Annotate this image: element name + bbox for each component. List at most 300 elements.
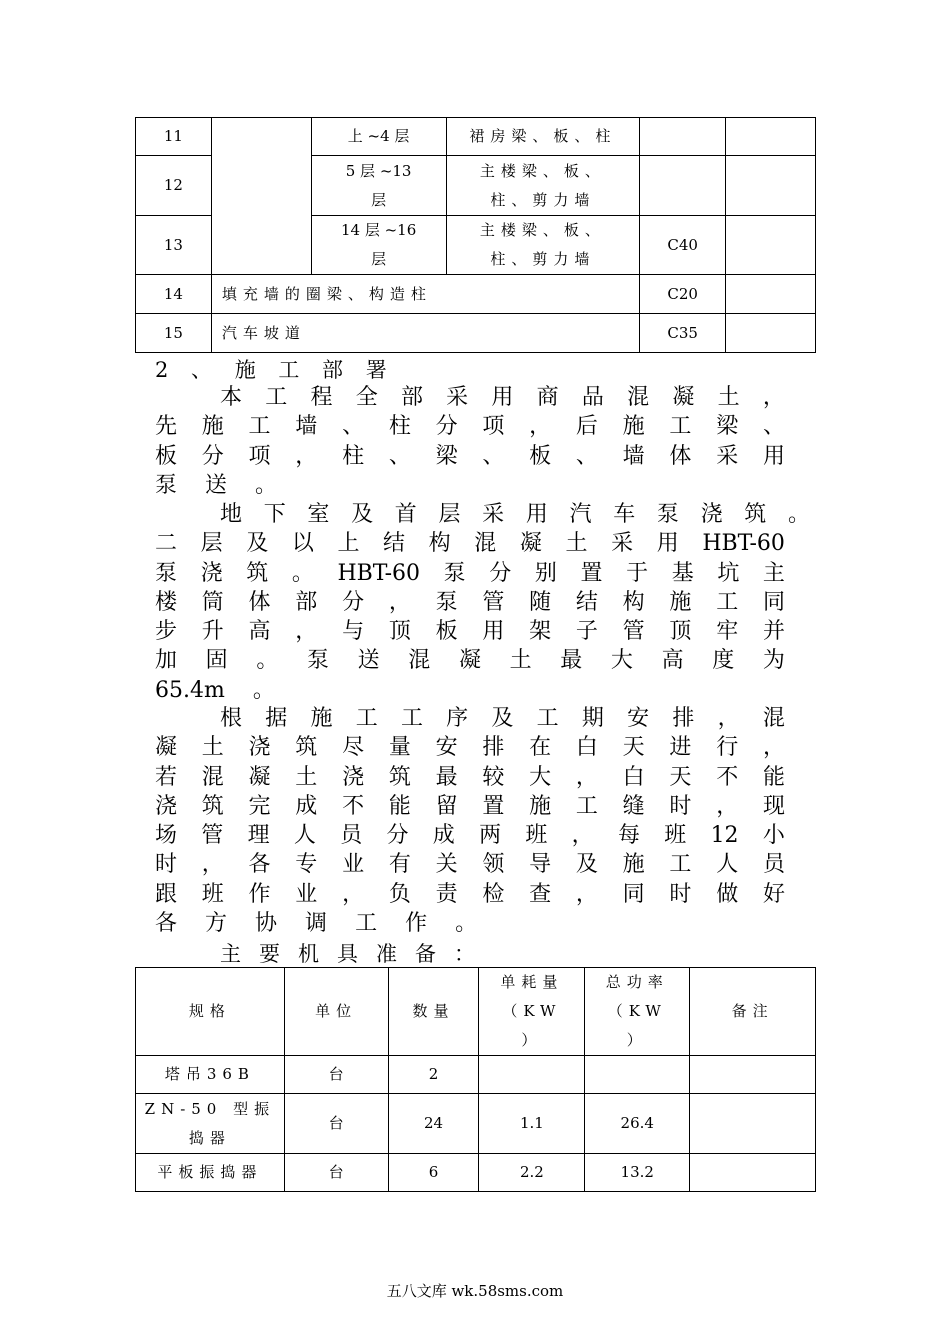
text-line <box>155 412 785 441</box>
glyph: 施 <box>310 706 333 731</box>
glyph: 时 <box>669 881 692 907</box>
glyph: 筑 <box>246 560 269 586</box>
floor-range <box>311 156 446 216</box>
header-spec: 规格 <box>136 968 285 1056</box>
note <box>690 1094 816 1154</box>
glyph: 12 <box>710 823 739 849</box>
text-line <box>155 850 785 879</box>
glyph: 于 <box>626 560 649 586</box>
glyph: 大 <box>610 648 633 674</box>
glyph: ， <box>201 852 224 878</box>
glyph: 业 <box>342 852 365 878</box>
glyph: 、 <box>575 443 598 469</box>
header-total-power <box>585 968 690 1056</box>
glyph: 据 <box>265 706 288 731</box>
text-line <box>155 383 785 412</box>
glyph: 及 <box>575 852 598 878</box>
glyph: 顶 <box>669 619 692 645</box>
glyph: 完 <box>248 793 271 819</box>
glyph: 车 <box>613 502 636 527</box>
glyph: 65.4m <box>155 677 225 703</box>
glyph: 分 <box>201 443 224 469</box>
concrete-grade <box>640 156 726 216</box>
glyph: 进 <box>669 735 692 761</box>
glyph: 有 <box>388 852 411 878</box>
floor-line: 14 层 ~16 <box>340 221 417 239</box>
glyph: 送 <box>205 472 228 498</box>
glyph: 主 <box>762 560 785 586</box>
glyph: 土 <box>295 764 318 790</box>
glyph: 泵 <box>155 560 178 586</box>
footer-watermark: 五八文库 wk.58sms.com <box>386 1282 564 1300</box>
glyph: 用 <box>525 502 548 527</box>
glyph: 、 <box>388 443 411 469</box>
glyph: 度 <box>712 648 735 674</box>
glyph: ， <box>575 764 598 790</box>
text-line <box>155 588 785 617</box>
glyph: 工 <box>575 793 598 819</box>
concrete-grade: C40 <box>640 216 726 275</box>
glyph: 以 <box>291 531 314 557</box>
sub-heading: 主要机具准备： <box>220 942 493 966</box>
concrete-grade: C20 <box>640 275 726 314</box>
glyph: 用 <box>656 531 679 557</box>
note <box>690 1056 816 1094</box>
glyph: 。 <box>255 472 278 498</box>
glyph: ， <box>571 823 594 849</box>
glyph: 工 <box>669 414 692 440</box>
text-line <box>155 821 785 850</box>
glyph: 期 <box>581 706 604 731</box>
table-row <box>136 1056 816 1094</box>
glyph: 项 <box>482 414 505 440</box>
table-row <box>136 118 816 156</box>
glyph: 泵 <box>306 648 329 674</box>
glyph: 业 <box>295 881 318 907</box>
floor-range <box>311 216 446 275</box>
component-line: 主楼梁、板、 <box>479 221 606 239</box>
glyph: 置 <box>580 560 603 586</box>
equipment-table <box>135 967 816 1192</box>
glyph: 各 <box>248 852 271 878</box>
concrete-grade-table <box>135 117 816 353</box>
component <box>446 156 640 216</box>
glyph: 时 <box>155 852 178 878</box>
glyph: 。 <box>455 911 478 937</box>
glyph: 施 <box>669 589 692 615</box>
glyph: ， <box>529 414 552 440</box>
glyph: 人 <box>716 852 739 878</box>
glyph: 员 <box>340 823 363 849</box>
glyph: 根 <box>220 706 243 731</box>
glyph: ， <box>295 619 318 645</box>
glyph: 能 <box>388 793 411 819</box>
glyph: 班 <box>201 881 224 907</box>
unit-power <box>479 1056 585 1094</box>
glyph: 地 <box>220 502 243 527</box>
table-header-row <box>136 968 816 1056</box>
glyph: 送 <box>357 648 380 674</box>
glyph: 基 <box>671 560 694 586</box>
unit: 台 <box>284 1056 388 1094</box>
text-line <box>155 792 785 821</box>
glyph: 采 <box>611 531 634 557</box>
glyph: 混 <box>408 648 431 674</box>
glyph: 结 <box>575 589 598 615</box>
glyph: 作 <box>405 911 428 937</box>
glyph: 在 <box>529 735 552 761</box>
total-power: 26.4 <box>585 1094 690 1154</box>
empty-cell <box>211 118 311 275</box>
table-row <box>136 275 816 314</box>
glyph: 浇 <box>200 560 223 586</box>
text-line <box>155 733 785 762</box>
glyph: 先 <box>155 414 178 440</box>
glyph: 不 <box>342 793 365 819</box>
row-number: 12 <box>136 156 212 216</box>
glyph: HBT-60 <box>702 531 785 557</box>
glyph: 用 <box>482 619 505 645</box>
paragraph-pumping <box>155 500 810 705</box>
total-power: 13.2 <box>585 1154 690 1192</box>
glyph: 两 <box>479 823 502 849</box>
glyph: 随 <box>529 589 552 615</box>
glyph: 好 <box>762 881 785 907</box>
glyph: 关 <box>435 852 458 878</box>
glyph: ， <box>762 735 785 761</box>
glyph: 查 <box>529 881 552 907</box>
text-line <box>155 442 785 471</box>
header-line: ） <box>626 1031 648 1049</box>
glyph: 施 <box>622 414 645 440</box>
glyph: 汽 <box>569 502 592 527</box>
glyph: 墙 <box>295 414 318 440</box>
glyph: 工 <box>248 414 271 440</box>
glyph: 浇 <box>248 735 271 761</box>
glyph: 天 <box>622 735 645 761</box>
glyph: 不 <box>716 764 739 790</box>
glyph: 同 <box>762 589 785 615</box>
glyph: 。 <box>252 677 275 703</box>
note <box>726 156 816 216</box>
glyph: 步 <box>155 619 178 645</box>
header-line: （KW <box>502 1002 562 1020</box>
glyph: 缝 <box>622 793 645 819</box>
header-line: 总功率 <box>605 973 669 991</box>
glyph: 调 <box>305 911 328 937</box>
header-unit: 单位 <box>284 968 388 1056</box>
glyph: 置 <box>482 793 505 819</box>
glyph: 排 <box>672 706 695 731</box>
header-line: ） <box>521 1031 543 1049</box>
glyph: 白 <box>575 735 598 761</box>
glyph: 工 <box>536 706 559 731</box>
glyph: 成 <box>295 793 318 819</box>
glyph: 协 <box>255 911 278 937</box>
spec-line: ZN-50 型振 <box>144 1099 276 1118</box>
glyph: 顶 <box>388 619 411 645</box>
glyph: 筑 <box>295 735 318 761</box>
glyph: 能 <box>762 764 785 790</box>
glyph: 大 <box>529 764 552 790</box>
floor-line: 层 <box>371 250 387 268</box>
glyph: 体 <box>248 589 271 615</box>
glyph: 天 <box>669 764 692 790</box>
glyph: 后 <box>575 414 598 440</box>
glyph: 筑 <box>744 502 767 527</box>
text-line <box>155 880 785 909</box>
row-number: 14 <box>136 275 212 314</box>
glyph: 加 <box>155 648 178 674</box>
glyph: 班 <box>525 823 548 849</box>
glyph: 混 <box>762 706 785 731</box>
glyph: 现 <box>762 793 785 819</box>
glyph: 尽 <box>342 735 365 761</box>
glyph: 泵 <box>443 560 466 586</box>
glyph: 行 <box>716 735 739 761</box>
table-row <box>136 314 816 353</box>
glyph: 升 <box>201 619 224 645</box>
glyph: 柱 <box>388 414 411 440</box>
glyph: 高 <box>661 648 684 674</box>
glyph: 楼 <box>155 589 178 615</box>
glyph: 泵 <box>435 589 458 615</box>
glyph: 小 <box>762 823 785 849</box>
glyph: 浇 <box>342 764 365 790</box>
glyph: 结 <box>383 531 406 557</box>
glyph: 作 <box>248 881 271 907</box>
table-row <box>136 1094 816 1154</box>
glyph: 方 <box>205 911 228 937</box>
glyph: 凝 <box>458 648 481 674</box>
glyph: 泵 <box>155 472 178 498</box>
spec-line: 捣器 <box>188 1128 231 1147</box>
glyph: 序 <box>446 706 469 731</box>
glyph: 全 <box>355 385 378 410</box>
text-line <box>155 676 785 705</box>
glyph: 专 <box>295 852 318 878</box>
glyph: 墙 <box>622 443 645 469</box>
glyph: 导 <box>529 852 552 878</box>
glyph: 时 <box>669 793 692 819</box>
glyph: 管 <box>482 589 505 615</box>
glyph: 工 <box>265 385 288 410</box>
unit-power: 2.2 <box>479 1154 585 1192</box>
glyph: 分 <box>489 560 512 586</box>
glyph: 施 <box>529 793 552 819</box>
note <box>726 275 816 314</box>
glyph: 为 <box>762 648 785 674</box>
component <box>446 216 640 275</box>
concrete-grade <box>640 118 726 156</box>
glyph: ， <box>762 385 785 410</box>
glyph: 梁 <box>435 443 458 469</box>
glyph: 高 <box>248 619 271 645</box>
glyph: 较 <box>482 764 505 790</box>
glyph: 混 <box>201 764 224 790</box>
glyph: 班 <box>664 823 687 849</box>
glyph: 上 <box>337 531 360 557</box>
glyph: HBT-60 <box>337 560 421 586</box>
glyph: 排 <box>482 735 505 761</box>
glyph: 工 <box>400 706 423 731</box>
glyph: 用 <box>491 385 514 410</box>
row-number: 11 <box>136 118 212 156</box>
glyph: 用 <box>762 443 785 469</box>
glyph: 、 <box>342 414 365 440</box>
glyph: 白 <box>622 764 645 790</box>
glyph: 浇 <box>155 793 178 819</box>
glyph: 架 <box>529 619 552 645</box>
glyph: 最 <box>560 648 583 674</box>
glyph: 层 <box>200 531 223 557</box>
glyph: 柱 <box>342 443 365 469</box>
glyph: 分 <box>342 589 365 615</box>
glyph: 梁 <box>716 414 739 440</box>
floor-line: 层 <box>371 190 387 209</box>
glyph: 场 <box>155 823 178 849</box>
component-line: 主楼梁、板、 <box>479 161 606 180</box>
qty: 6 <box>388 1154 479 1192</box>
header-unit-power <box>479 968 585 1056</box>
qty: 24 <box>388 1094 479 1154</box>
glyph: 坑 <box>717 560 740 586</box>
glyph: 部 <box>295 589 318 615</box>
text-line <box>155 471 785 500</box>
text-line <box>155 909 785 938</box>
unit: 台 <box>284 1094 388 1154</box>
glyph: 浇 <box>700 502 723 527</box>
glyph: 并 <box>762 619 785 645</box>
text-line <box>155 704 785 733</box>
floor-range: 上 ~4 层 <box>311 118 446 156</box>
text-line <box>155 617 785 646</box>
glyph: 跟 <box>155 881 178 907</box>
glyph: 。 <box>291 560 314 586</box>
glyph: 土 <box>717 385 740 410</box>
table-row <box>136 1154 816 1192</box>
glyph: 构 <box>622 589 645 615</box>
unit-power: 1.1 <box>479 1094 585 1154</box>
glyph: 室 <box>307 502 330 527</box>
spec <box>136 1094 285 1154</box>
glyph: 工 <box>716 589 739 615</box>
glyph: 最 <box>435 764 458 790</box>
glyph: 品 <box>581 385 604 410</box>
glyph: 混 <box>627 385 650 410</box>
glyph: 混 <box>474 531 497 557</box>
glyph: 人 <box>293 823 316 849</box>
glyph: 。 <box>256 648 279 674</box>
glyph: 工 <box>355 911 378 937</box>
glyph: 同 <box>622 881 645 907</box>
glyph: 工 <box>355 706 378 731</box>
glyph: 凝 <box>519 531 542 557</box>
glyph: ， <box>716 793 739 819</box>
glyph: 成 <box>432 823 455 849</box>
glyph: 体 <box>669 443 692 469</box>
glyph: 若 <box>155 764 178 790</box>
glyph: 安 <box>435 735 458 761</box>
glyph: 工 <box>669 852 692 878</box>
glyph: 管 <box>622 619 645 645</box>
row-number: 15 <box>136 314 212 353</box>
header-line: 单耗量 <box>500 973 564 991</box>
glyph: 、 <box>762 414 785 440</box>
glyph: 二 <box>155 531 178 557</box>
component: 填充墙的圈梁、构造柱 <box>211 275 639 314</box>
glyph: 凝 <box>672 385 695 410</box>
glyph: 筒 <box>201 589 224 615</box>
glyph: 项 <box>248 443 271 469</box>
note <box>726 314 816 353</box>
glyph: 土 <box>201 735 224 761</box>
concrete-grade: C35 <box>640 314 726 353</box>
glyph: 责 <box>435 881 458 907</box>
glyph: 及 <box>351 502 374 527</box>
glyph: 商 <box>536 385 559 410</box>
glyph: 泵 <box>656 502 679 527</box>
paragraph-schedule <box>155 704 785 938</box>
spec: 塔吊36B <box>136 1056 285 1094</box>
glyph: 及 <box>246 531 269 557</box>
glyph: 板 <box>529 443 552 469</box>
qty: 2 <box>388 1056 479 1094</box>
glyph: ， <box>575 881 598 907</box>
section-heading: 2 、 施 工 部 署 <box>155 358 395 382</box>
glyph: 及 <box>491 706 514 731</box>
note <box>726 118 816 156</box>
component-line: 柱、剪力墙 <box>490 190 596 209</box>
component: 汽车坡道 <box>211 314 639 353</box>
unit: 台 <box>284 1154 388 1192</box>
header-qty: 数量 <box>388 968 479 1056</box>
glyph: 量 <box>388 735 411 761</box>
glyph: 别 <box>534 560 557 586</box>
glyph: 部 <box>400 385 423 410</box>
text-line <box>155 763 785 792</box>
floor-line: 5 层 ~13 <box>345 161 412 180</box>
glyph: 筑 <box>201 793 224 819</box>
text-line <box>155 559 785 588</box>
glyph: 凝 <box>155 735 178 761</box>
component: 裙房梁、板、柱 <box>446 118 640 156</box>
glyph: 构 <box>428 531 451 557</box>
glyph: 筑 <box>388 764 411 790</box>
glyph: 下 <box>263 502 286 527</box>
glyph: 做 <box>716 881 739 907</box>
glyph: ， <box>717 706 740 731</box>
glyph: 板 <box>155 443 178 469</box>
row-number: 13 <box>136 216 212 275</box>
glyph: 分 <box>435 414 458 440</box>
glyph: 管 <box>201 823 224 849</box>
glyph: ， <box>388 589 411 615</box>
glyph: 、 <box>482 443 505 469</box>
glyph: 分 <box>386 823 409 849</box>
glyph: 固 <box>205 648 228 674</box>
glyph: 土 <box>509 648 532 674</box>
glyph: 程 <box>310 385 333 410</box>
glyph: 土 <box>565 531 588 557</box>
glyph: 首 <box>394 502 417 527</box>
glyph: 安 <box>627 706 650 731</box>
glyph: 留 <box>435 793 458 819</box>
glyph: 检 <box>482 881 505 907</box>
glyph: 负 <box>388 881 411 907</box>
text-line <box>155 646 785 675</box>
glyph: 凝 <box>248 764 271 790</box>
